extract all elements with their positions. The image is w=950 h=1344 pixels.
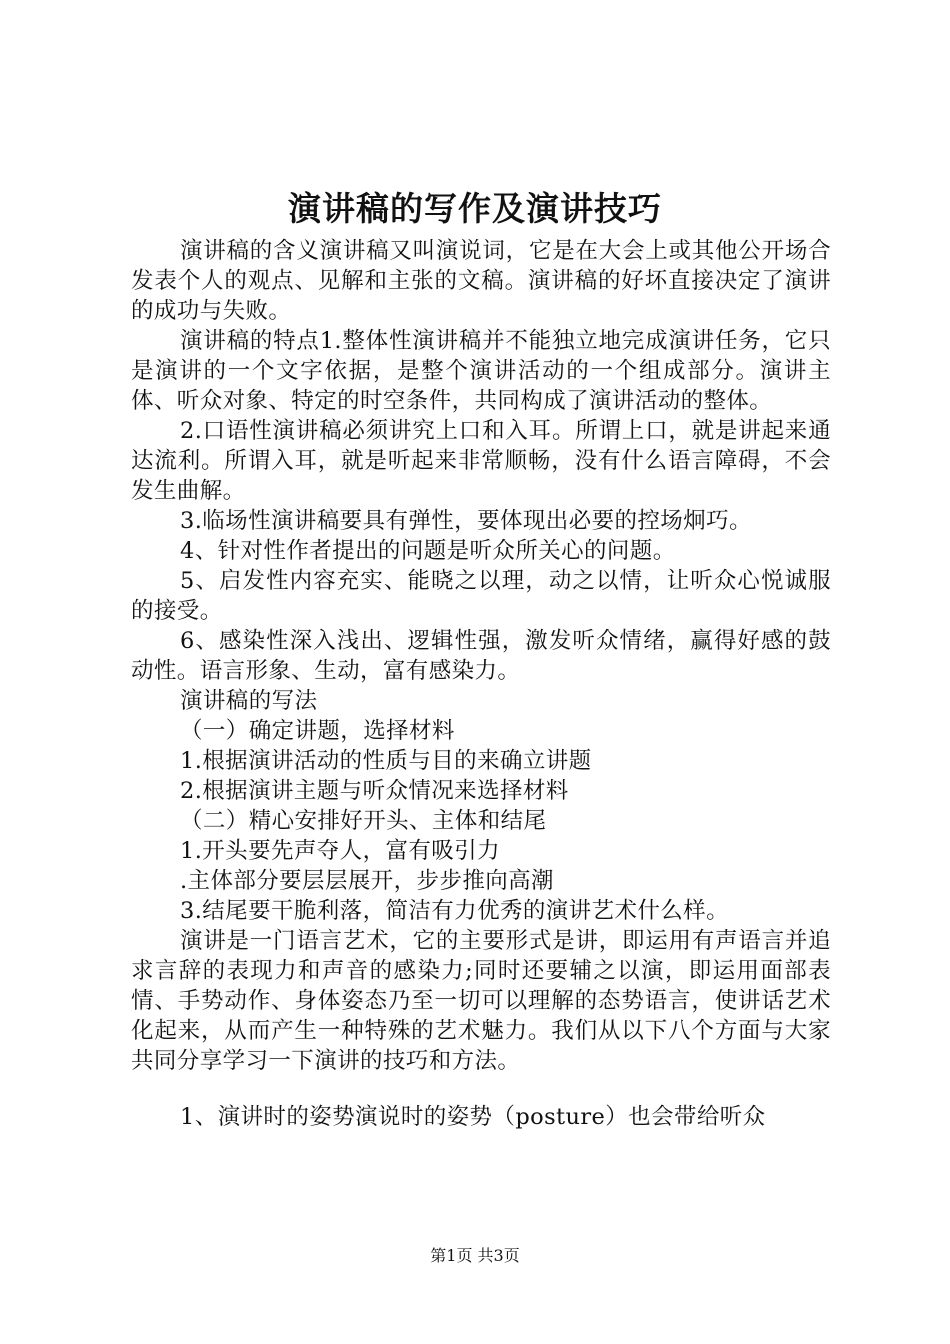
section-heading-writing: 演讲稿的写法 [180, 688, 318, 714]
document-title: 演讲稿的写作及演讲技巧 [288, 189, 662, 228]
list-item-opening: 1.开头要先声夺人，富有吸引力 [180, 838, 500, 864]
subheading-structure: （二）精心安排好开头、主体和结尾 [180, 808, 547, 834]
paragraph-features-4: 4、针对性作者提出的问题是听众所关心的问题。 [180, 538, 676, 564]
page-number: 第1页 共3页 [430, 1246, 520, 1265]
list-item-material: 2.根据演讲主题与听众情况来选择材料 [180, 778, 569, 804]
paragraph-features-5: 5、启发性内容充实、能晓之以理，动之以情，让听众心悦诚服的接受。 [131, 568, 831, 624]
list-item-ending: 3.结尾要干脆利落，简洁有力优秀的演讲艺术什么样。 [180, 898, 729, 924]
subheading-topic-material: （一）确定讲题，选择材料 [180, 718, 455, 744]
list-item-topic: 1.根据演讲活动的性质与目的来确立讲题 [180, 748, 592, 774]
paragraph-features-6: 6、感染性深入浅出、逻辑性强，激发听众情绪，赢得好感的鼓动性。语言形象、生动，富有感染力。 [131, 628, 831, 684]
paragraph-posture: 1、演讲时的姿势演说时的姿势（posture）也会带给听众 [180, 1104, 766, 1130]
paragraph-features-2: 2.口语性演讲稿必须讲究上口和入耳。所谓上口，就是讲起来通达流利。所谓入耳，就是听起来非常顺畅，没有什么语言障碍，不会发生曲解。 [131, 418, 831, 504]
list-item-body: .主体部分要层层展开，步步推向高潮 [180, 868, 554, 894]
paragraph-features-3: 3.临场性演讲稿要具有弹性，要体现出必要的控场炯巧。 [180, 508, 752, 534]
document-body [131, 236, 831, 1132]
paragraph-definition: 演讲稿的含义演讲稿又叫演说词，它是在大会上或其他公开场合发表个人的观点、见解和主张的文稿。演讲稿的好坏直接决定了演讲的成功与失败。 [131, 238, 831, 324]
paragraph-art: 演讲是一门语言艺术，它的主要形式是讲，即运用有声语言并追求言辞的表现力和声音的感染力;同时还要辅之以演，即运用面部表情、手势动作、身体姿态乃至一切可以理解的态势语言，使讲话艺术化起来，从而产生一种特殊的艺术魅力。我们从以下八个方面与大家共同分享学习一下演讲的技巧和方法。 [131, 928, 831, 1074]
paragraph-features-1: 演讲稿的特点1.整体性演讲稿并不能独立地完成演讲任务，它只是演讲的一个文字依据，是整个演讲活动的一个组成部分。演讲主体、听众对象、特定的时空条件，共同构成了演讲活动的整体。 [131, 328, 831, 414]
